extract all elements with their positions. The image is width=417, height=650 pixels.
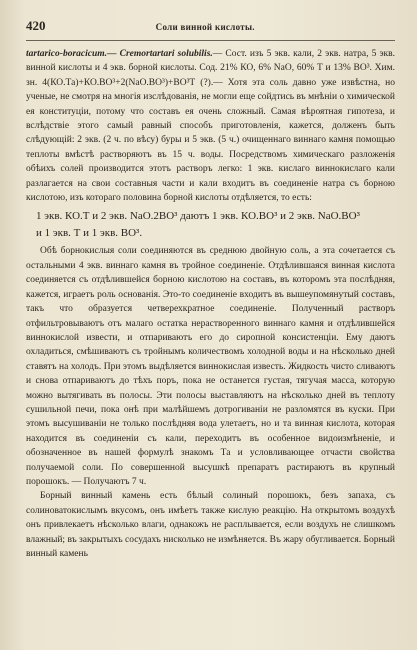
formula-line-1: 1 экв. КО.Т и 2 экв. NaO.2ВО³ даютъ 1 экв. КО.ВО³ и 2 экв. NaO.ВО³ [36, 210, 360, 223]
paragraph-3: Борный винный камень есть бѣлый солиный порошокъ, безъ запаха, съ солиноватокислымъ вкусомъ, онъ имѣетъ также кислую реакцію. На открытомъ воздухѣ онъ привлекаетъ нѣсколько влаги, однакожъ не расплывается, если воздухъ не слишкомъ влажный; въ закрытыхъ сосудахъ нисколько не измѣняется. Въ жару обугливается. Борный винный камень [26, 491, 395, 559]
paragraph-1-lead: tartarico-boracicum.— Cremortartari solubilis. [26, 49, 213, 59]
page-body [26, 47, 395, 561]
reaction-formula [26, 208, 395, 242]
formula-line-2: и 1 экв. Т и 1 экв. ВО³. [36, 227, 143, 240]
paragraph-2: Обѣ борнокислыя соли соединяются въ среднюю двойную соль, а эта сочетается съ остальными 4 экв. виннаго камня въ тройное соединеніе. Отдѣлившаяся винная кислота соединяется съ отдѣлившейся борною кислотою на составъ, въ которомъ эта послѣдняя, кажется, играетъ роль основанія. Это-то соединеніе входитъ въ вышеупомянутый составъ, такъ что образуется четверехкратное соединеніе. Полученный растворъ отфильтровываютъ отъ малаго остатка нерастворенного виннаго камня и отдѣлившейся виннокислой извести, и отпариваютъ его до сиропной консистенціи. Ему даютъ охладиться, смѣшиваютъ съ тройнымъ количествомъ холодной воды и на нѣсколько дней ставятъ на холодъ. При этомъ выдѣляется виннокислая известь. Жидкость чисто сливаютъ и снова отпариваютъ до тѣхъ поръ, пока не останется густая, тягучая масса, которую можно вытягивать въ полосы. Эти полосы выставляютъ на нѣсколько дней въ теплоту сушильной печи, пока онѣ при малѣйшемъ дотрогиваніи не разломятся въ куски. При этомъ высушиваніи не только послѣдняя вода улетаетъ, но и та винная кислота, которая находится въ соединеніи съ кали, переходитъ въ особенное видоизмѣненіе, и обозначенное въ нашей формулѣ знакомъ Та и условливающее отчасти свойства получаемой соли. По совершенной высушкѣ препаратъ растираютъ въ крупный порошокъ. — Получаютъ 7 ч. [26, 246, 395, 487]
paragraph-1 [26, 47, 395, 205]
paragraph-1-text: — Сост. изъ 5 экв. кали, 2 экв. натра, 5 экв. винной кислоты и 4 экв. борной кислоты. Сод. 21% КО, 6% NaO, 60% Т и 13% ВО³. Хим. зн. 4(КО.Та)+КО.ВО³+2(NaO.ВО³)+ВО³Т (?).— Хотя эта соль давно уже извѣстна, но ученые, не смотря на многія изслѣдованія, не могли еще сойдтись въ мнѣніи о химической ея конституціи, потому что составъ ея очень сложный. Самая вѣроятная гипотеза, и вслѣдствіе этого самый равный способъ приготовленія, кажется, долженъ быть слѣдующій: 2 экв. (2 ч. по вѣсу) буры и 5 экв. (5 ч.) очищеннаго виннаго камня помощью теплоты вмѣстѣ растворяютъ въ 15 ч. воды. Посредствомъ химическаго разложенія обѣихъ солей производится этотъ растворъ легко: 1 экв. кислаго виннокислаго кали разлагается на свои составныя части и кали входитъ въ соединеніе натра съ борною кислотою, изъ котораго половина борной кислоты отдѣляется, то есть: [26, 49, 396, 204]
page-number: 420 [26, 18, 46, 33]
running-title: Соли винной кислоты. [155, 22, 255, 32]
page-header [26, 18, 395, 41]
